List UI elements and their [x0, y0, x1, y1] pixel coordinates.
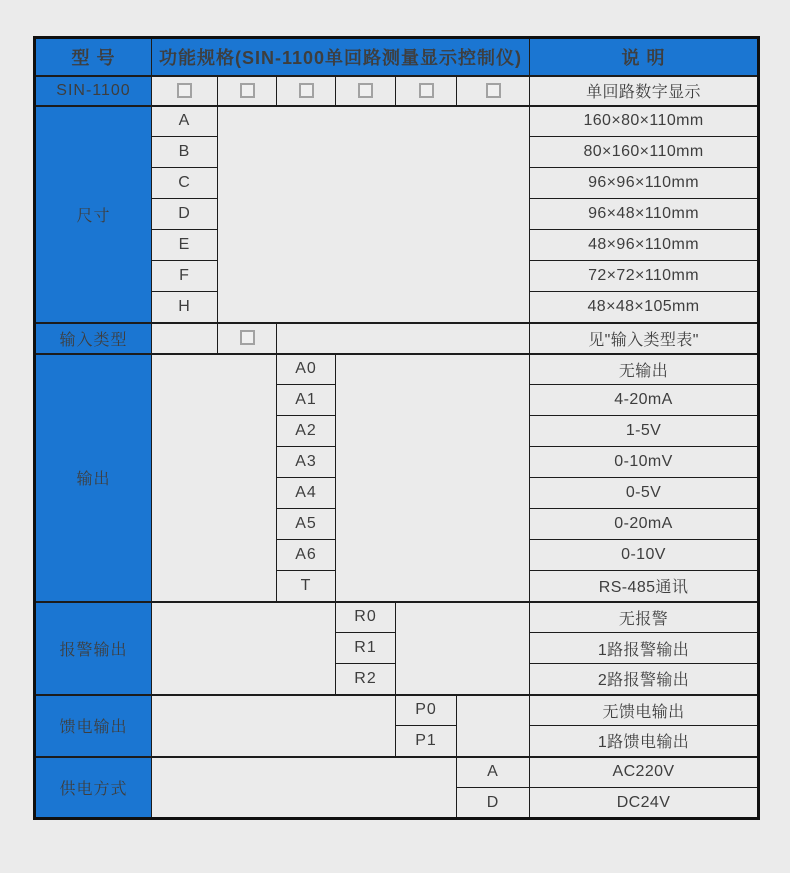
section-label-size: 尺寸 [35, 106, 152, 323]
size-row [35, 106, 759, 137]
size-code-C: C [152, 168, 218, 199]
size-code-H: H [152, 292, 218, 323]
section-label-alarm: 报警输出 [35, 602, 152, 695]
model-checkbox-cell-4 [336, 76, 396, 106]
output-desc-A0: 无输出 [530, 354, 759, 385]
empty-cell [396, 602, 530, 695]
section-label-power: 供电方式 [35, 757, 152, 819]
output-code-A4: A4 [277, 478, 336, 509]
model-name-cell: SIN-1100 [35, 76, 152, 106]
header-model: 型 号 [35, 38, 152, 76]
section-label-output: 输出 [35, 354, 152, 602]
feed-code-P0: P0 [396, 695, 457, 726]
input-checkbox[interactable] [240, 330, 255, 345]
empty-cell [152, 695, 396, 757]
model-checkbox-5[interactable] [419, 83, 434, 98]
empty-cell [152, 354, 277, 602]
size-desc-C: 96×96×110mm [530, 168, 759, 199]
output-code-A0: A0 [277, 354, 336, 385]
alarm-desc-R0: 无报警 [530, 602, 759, 633]
size-desc-H: 48×48×105mm [530, 292, 759, 323]
model-checkbox-2[interactable] [240, 83, 255, 98]
model-row [35, 76, 759, 106]
alarm-desc-R2: 2路报警输出 [530, 664, 759, 695]
size-desc-B: 80×160×110mm [530, 137, 759, 168]
section-label-input: 输入类型 [35, 323, 152, 354]
power-row [35, 757, 759, 788]
model-checkbox-cell-1 [152, 76, 218, 106]
header-desc: 说 明 [530, 38, 759, 76]
size-desc-D: 96×48×110mm [530, 199, 759, 230]
alarm-code-R0: R0 [336, 602, 396, 633]
power-code-A: A [457, 757, 530, 788]
output-code-A3: A3 [277, 447, 336, 478]
output-row [35, 354, 759, 385]
alarm-desc-R1: 1路报警输出 [530, 633, 759, 664]
input-checkbox-cell [218, 323, 277, 354]
size-code-F: F [152, 261, 218, 292]
output-code-A1: A1 [277, 385, 336, 416]
size-code-A: A [152, 106, 218, 137]
header-row [35, 38, 759, 76]
section-label-feed: 馈电输出 [35, 695, 152, 757]
size-desc-F: 72×72×110mm [530, 261, 759, 292]
model-checkbox-cell-6 [457, 76, 530, 106]
power-code-D: D [457, 788, 530, 819]
output-desc-A1: 4-20mA [530, 385, 759, 416]
spec-table [33, 36, 760, 820]
empty-cell [152, 757, 457, 819]
empty-cell [277, 323, 530, 354]
power-desc-A: AC220V [530, 757, 759, 788]
feed-desc-P0: 无馈电输出 [530, 695, 759, 726]
output-code-A2: A2 [277, 416, 336, 447]
size-desc-E: 48×96×110mm [530, 230, 759, 261]
header-spec: 功能规格(SIN-1100单回路测量显示控制仪) [152, 38, 530, 76]
empty-cell [152, 602, 336, 695]
model-checkbox-3[interactable] [299, 83, 314, 98]
empty-cell [457, 695, 530, 757]
model-checkbox-cell-2 [218, 76, 277, 106]
size-code-B: B [152, 137, 218, 168]
input-desc-cell: 见"输入类型表" [530, 323, 759, 354]
output-desc-A4: 0-5V [530, 478, 759, 509]
output-desc-A3: 0-10mV [530, 447, 759, 478]
alarm-row [35, 602, 759, 633]
model-checkbox-6[interactable] [486, 83, 501, 98]
output-code-A6: A6 [277, 540, 336, 571]
output-desc-A2: 1-5V [530, 416, 759, 447]
feed-row [35, 695, 759, 726]
empty-cell [218, 106, 530, 323]
alarm-code-R1: R1 [336, 633, 396, 664]
input-type-row [35, 323, 759, 354]
model-checkbox-cell-3 [277, 76, 336, 106]
output-desc-T: RS-485通讯 [530, 571, 759, 602]
output-desc-A6: 0-10V [530, 540, 759, 571]
feed-code-P1: P1 [396, 726, 457, 757]
alarm-code-R2: R2 [336, 664, 396, 695]
empty-cell [336, 354, 530, 602]
model-desc-cell: 单回路数字显示 [530, 76, 759, 106]
size-code-E: E [152, 230, 218, 261]
model-checkbox-4[interactable] [358, 83, 373, 98]
output-code-A5: A5 [277, 509, 336, 540]
feed-desc-P1: 1路馈电输出 [530, 726, 759, 757]
output-code-T: T [277, 571, 336, 602]
size-code-D: D [152, 199, 218, 230]
size-desc-A: 160×80×110mm [530, 106, 759, 137]
model-checkbox-1[interactable] [177, 83, 192, 98]
power-desc-D: DC24V [530, 788, 759, 819]
output-desc-A5: 0-20mA [530, 509, 759, 540]
empty-cell [152, 323, 218, 354]
model-checkbox-cell-5 [396, 76, 457, 106]
